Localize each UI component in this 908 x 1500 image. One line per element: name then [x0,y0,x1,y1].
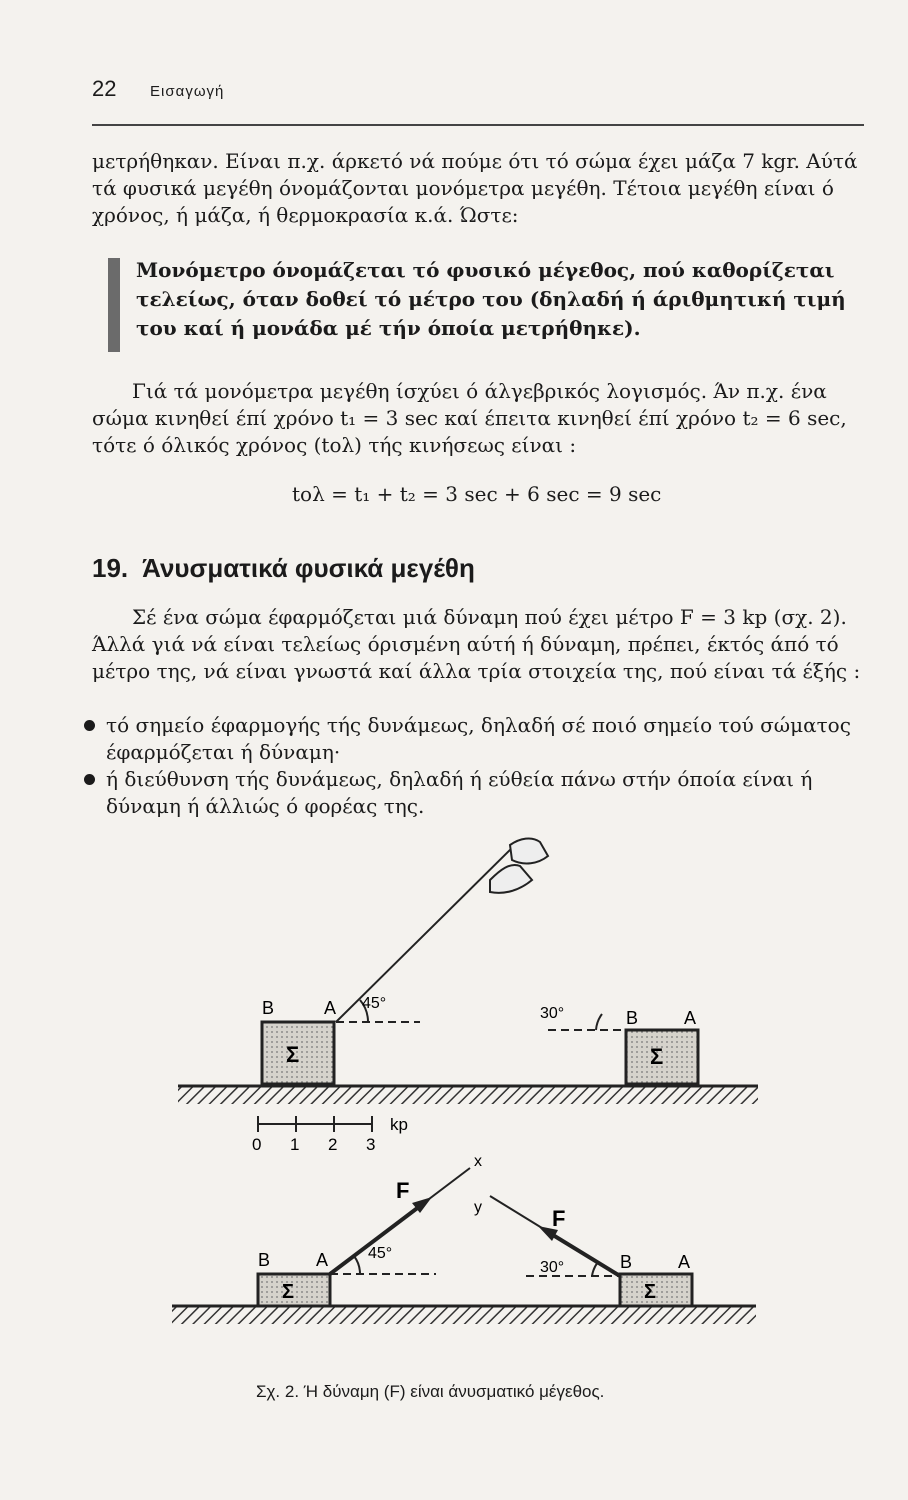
force-label: F [396,1178,410,1203]
point-a-label: A [684,1008,697,1028]
section-title: Άνυσματικά φυσικά μεγέθη [142,553,475,583]
bullet-text: ή διεύθυνση τής δυνάμεως, δηλαδή ή εύθεία πάνω στήν όποία είναι ή δύναμη ή άλλιώς ό φορέας της. [106,767,813,818]
figure-caption: Σχ. 2. Ή δύναμη (F) είναι άνυσματικό μέγεθος. [256,1382,605,1401]
page-number: 22 [92,76,117,101]
block-label: Σ [282,1281,295,1303]
point-a-label: A [316,1250,329,1270]
angle-label: 45° [368,1245,393,1262]
scale-tick-label: 2 [328,1135,338,1154]
bullet-text: τό σημείο έφαρμογής τής δυνάμεως, δηλαδή σέ ποιό σημείο τού σώματος έφαρμόζεται ή δύναμη· [106,713,851,764]
point-a-label: A [324,998,337,1018]
paragraph-1: μετρήθηκαν. Είναι π.χ. άρκετό νά πούμε ότι τό σώμα έχει μάζα 7 kgr. Αύτά τά φυσικά μεγέθη όνομάζονται μονόμετρα μεγέθη. Τέτοια μεγέθη είναι ό χρόνος, ή μάζα, ή θερμοκρασία κ.ά. Ώστε: [92,149,858,227]
scale-tick-label: 0 [252,1135,262,1154]
angle-arc [592,1262,598,1276]
section-header: Εισαγωγή [150,83,225,100]
point-b-label: B [262,998,275,1018]
paragraph-3: Σέ ένα σώμα έφαρμόζεται μιά δύναμη πού έχει μέτρο F = 3 kp (σχ. 2). Άλλά γιά νά είναι τελείως όρισμένη αύτή ή δύναμη, πρέπει, έκτός άπό τό μέτρο της, νά είναι γνωστά καί άλλα τρία στοιχεία της, πού είναι τά έξής : [92,605,861,683]
point-a-label: A [678,1252,691,1272]
hand-icon [490,865,532,893]
callout-text: Μονόμετρο όνομάζεται τό φυσικό μέγεθος, πού καθορίζεται τελείως, όταν δοθεί τό μέτρο του (δηλαδή ή άριθμητική τιμή του καί ή μονάδα μέ τήν όποία μετρήθηκε). [136,258,846,340]
axis-x-label: x [474,1153,482,1170]
angle-label: 30° [540,1005,565,1022]
ground-upper [178,1086,758,1104]
scale-unit: kp [390,1115,408,1134]
point-b-label: B [258,1250,271,1270]
force-label: F [552,1206,566,1231]
ground-lower [172,1306,756,1324]
angle-arc [354,1256,360,1274]
point-b-label: B [620,1252,633,1272]
point-b-label: B [626,1008,639,1028]
block-label: Σ [650,1044,664,1069]
block-label: Σ [644,1281,657,1303]
time-formula: tολ = t₁ + t₂ = 3 sec + 6 sec = 9 sec [292,482,662,506]
scale-tick-label: 3 [366,1135,376,1154]
section-number: 19. [92,553,129,583]
angle-label: 45° [362,995,387,1012]
scale-tick-label: 1 [290,1135,300,1154]
block-label: Σ [286,1042,300,1067]
paragraph-2: Γιά τά μονόμετρα μεγέθη ίσχύει ό άλγεβρικός λογισμός. Άν π.χ. ένα σώμα κινηθεί έπί χρόνο t₁ = 3 sec καί έπειτα κινηθεί έπί χρόνο t₂ = 6 sec, τότε ό όλικός χρόνος (tολ) τής κινήσεως είναι : [92,379,847,457]
angle-label: 30° [540,1259,565,1276]
force-vector-left [330,1203,424,1274]
hand-icon [510,838,548,863]
angle-arc [596,1014,602,1030]
axis-y-label: y [474,1199,482,1216]
